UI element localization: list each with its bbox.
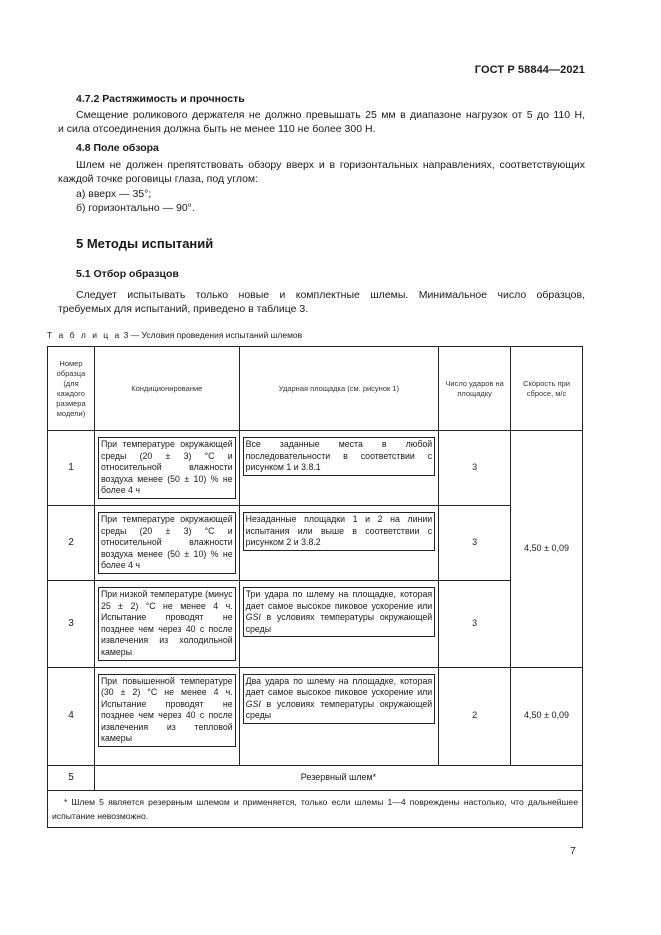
table-caption — [47, 330, 302, 340]
impact-area-text-part: Три удара по шлему на площадке, которая дает самое высокое пиковое ускорение или — [245, 588, 433, 611]
gsi-term: GSI — [245, 612, 261, 623]
conditioning-text: При повышенной температуре (30 ± 2) °С не менее 4 ч. Испытание проводят не позднее чем через 40 с после извлечения из тепловой камеры — [98, 674, 236, 748]
impact-area-text-part: в условиях температуры окружающей среды — [245, 698, 433, 721]
gsi-term: GSI — [245, 698, 261, 709]
table-row — [48, 580, 583, 667]
table-caption-prefix: Т а б л и ц а — [47, 330, 122, 340]
paragraph-5-1 — [58, 288, 585, 316]
conditioning-cell — [94, 505, 239, 580]
row-number: 3 — [48, 580, 95, 667]
list-item-a: а) вверх — 35°; — [76, 188, 152, 200]
conditioning-cell — [94, 431, 239, 506]
paragraph-line: Смещение роликового держателя не должно превышать 25 мм в диапазоне нагрузок от 5 до 110 Н, — [76, 109, 585, 121]
conditioning-text: При температуре окружающей среды (20 ± 3) °С и относительной влажности воздуха менее (50 ± 10) % не более 4 ч — [98, 512, 236, 574]
section-heading-4-8: 4.8 Поле обзора — [76, 142, 159, 154]
list-item-b: б) горизонтально — 90°. — [76, 202, 195, 214]
paragraph-line: и сила отсоединения должна быть не менее 110 не более 300 Н. — [58, 123, 376, 135]
paragraph-4-7-2 — [58, 108, 585, 136]
impact-area-text-part: в условиях температуры окружающей среды — [245, 612, 433, 634]
paragraph-line: Следует испытывать только новые и комплектные шлемы. Минимальное число образцов, — [76, 289, 585, 301]
reserve-helmet-cell: Резервный шлем* — [94, 765, 582, 790]
paragraph-line: Шлем не должен препятствовать обзору вверх и в горизонтальных направлениях, соответствующих — [76, 159, 585, 171]
impact-area-text: Незаданные площадки 1 и 2 на линии испытания или выше в соответствии с рисунком 2 и 3.8.2 — [243, 512, 436, 551]
conditioning-cell — [94, 580, 239, 667]
impact-area-text-part: Два удара по шлему на площадке, которая дает самое высокое пиковое ускорение или — [245, 675, 433, 698]
impacts-cell: 3 — [439, 580, 511, 667]
table-row — [48, 667, 583, 765]
impact-area-text — [243, 674, 436, 724]
impact-area-text: Все заданные места в любой последовательности в соответствии с рисунком 1 и 3.8.1 — [243, 437, 436, 476]
table-footnote: * Шлем 5 является резервным шлемом и применяется, только если шлемы 1—4 повреждены настолько, что дальнейшее испытание невозможно. — [48, 790, 583, 827]
conditioning-text: При низкой температуре (минус 25 ± 2) °С не менее 4 ч. Испытание проводят не позднее чем через 40 с после извлечения из холодильной камеры — [98, 587, 236, 661]
test-conditions-table — [47, 346, 583, 828]
impact-area-cell — [239, 580, 439, 667]
reserve-row — [48, 765, 583, 790]
section-heading-4-7-2: 4.7.2 Растяжимость и прочность — [76, 93, 245, 105]
row-number: 5 — [48, 765, 95, 790]
page-number: 7 — [570, 845, 576, 857]
impact-area-cell — [239, 667, 439, 765]
header-impact-area: Ударная площадка (см. рисунок 1) — [239, 347, 439, 431]
paragraph-4-8 — [58, 158, 585, 186]
row-number: 4 — [48, 667, 95, 765]
conditioning-text: При температуре окружающей среды (20 ± 3) °С и относительной влажности воздуха менее (50 ± 10) % не более 4 ч — [98, 437, 236, 499]
paragraph-line: требуемых для испытаний, приведено в таблице 3. — [58, 303, 309, 315]
impacts-cell: 2 — [439, 667, 511, 765]
section-heading-5-1: 5.1 Отбор образцов — [76, 268, 179, 280]
footnote-row — [48, 790, 583, 827]
impact-area-text — [243, 587, 436, 637]
impact-area-cell — [239, 505, 439, 580]
speed-cell-shared: 4,50 ± 0,09 — [511, 431, 583, 668]
table-caption-text: 3 — Условия проведения испытаний шлемов — [123, 330, 303, 340]
impact-area-cell — [239, 431, 439, 506]
header-conditioning: Кондиционирование — [94, 347, 239, 431]
table-row — [48, 505, 583, 580]
impacts-cell: 3 — [439, 431, 511, 506]
conditioning-cell — [94, 667, 239, 765]
impacts-cell: 3 — [439, 505, 511, 580]
speed-cell: 4,50 ± 0,09 — [511, 667, 583, 765]
row-number: 2 — [48, 505, 95, 580]
standard-number: ГОСТ Р 58844—2021 — [474, 64, 585, 76]
row-number: 1 — [48, 431, 95, 506]
header-sample-number: Номер образца (для каждого размера модели) — [48, 347, 95, 431]
table-header-row — [48, 347, 583, 431]
table-row — [48, 431, 583, 506]
header-speed: Скорость при сбросе, м/с — [511, 347, 583, 431]
paragraph-line: каждой точке роговицы глаза, под углом: — [58, 173, 259, 185]
section-heading-5: 5 Методы испытаний — [76, 236, 214, 251]
header-impacts: Число ударов на площадку — [439, 347, 511, 431]
